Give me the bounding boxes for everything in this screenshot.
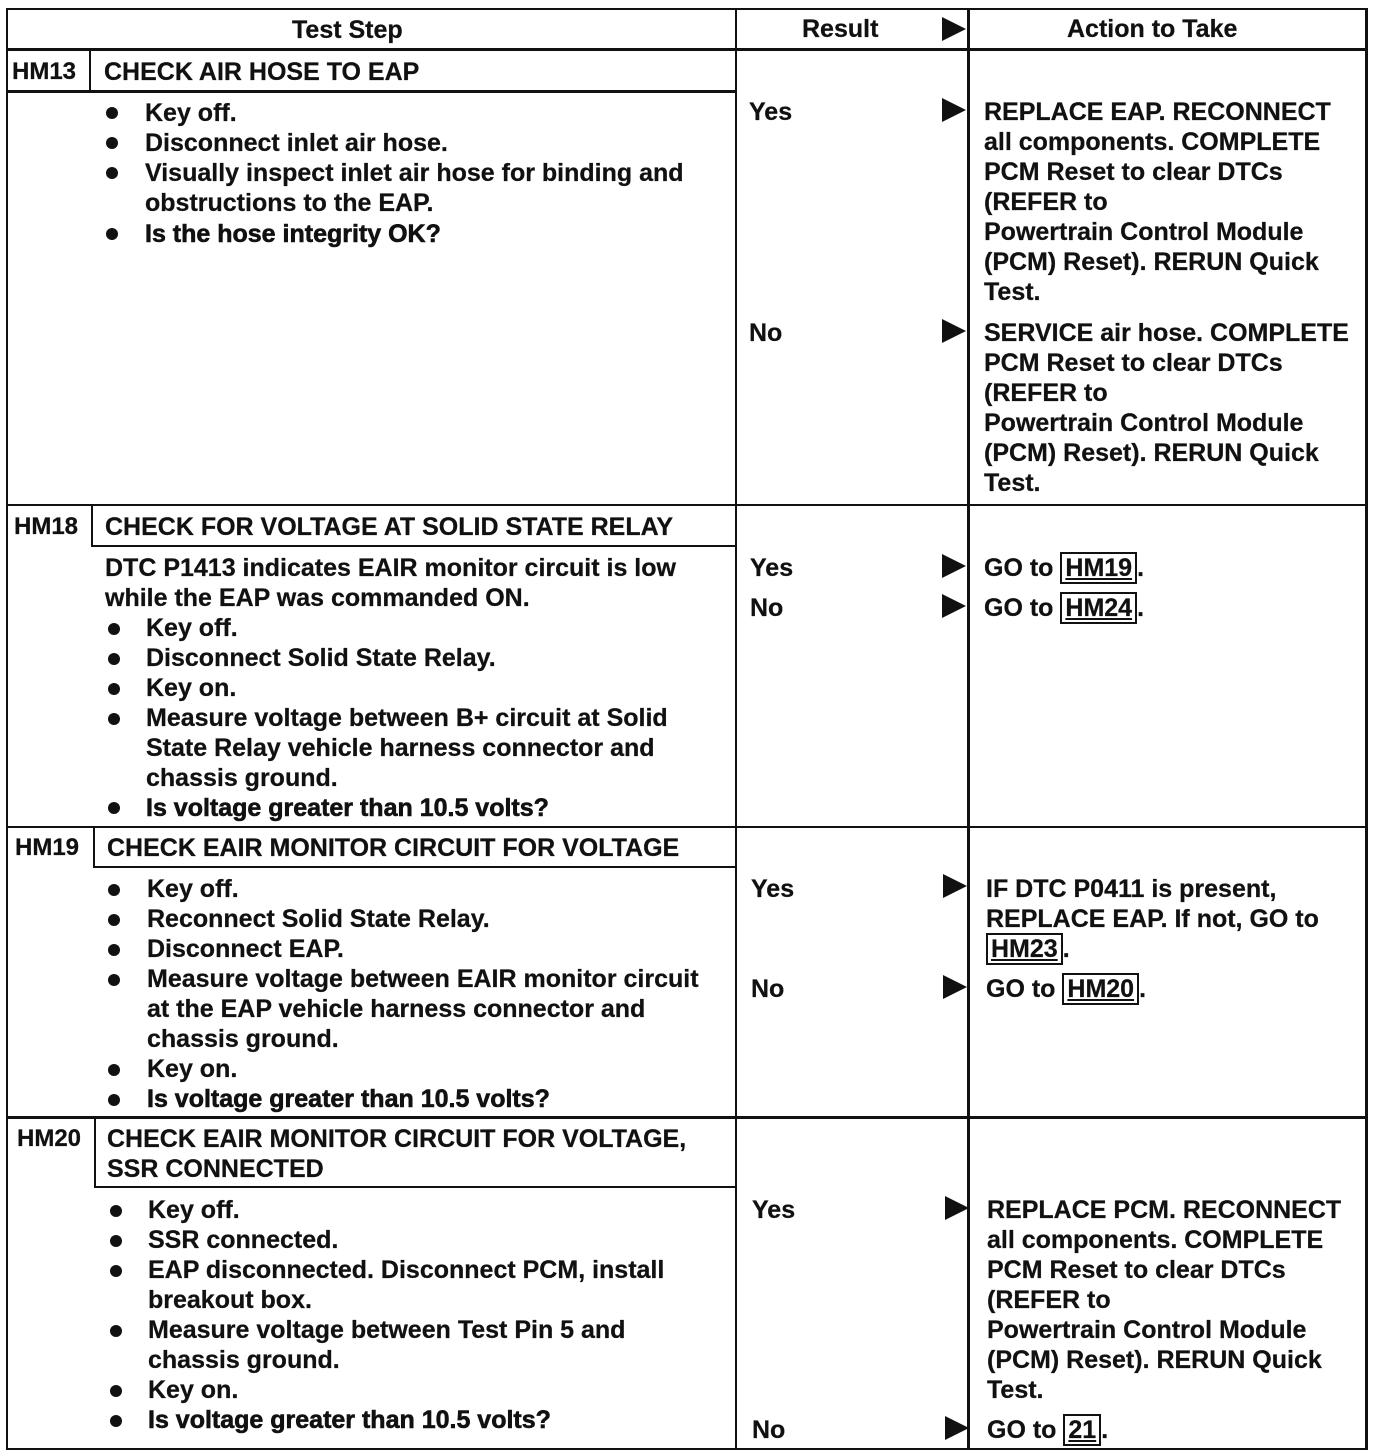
bullet-icon (108, 683, 120, 695)
step-bullet: Disconnect inlet air hose. (145, 129, 448, 157)
id-cell-divider (93, 828, 95, 867)
step-title-underline (93, 866, 735, 868)
bullet-icon (110, 1385, 122, 1397)
step-bullet: Visually inspect inlet air hose for binding and (145, 159, 684, 187)
arrow-icon (945, 1416, 969, 1440)
step-bullet-continuation: chassis ground. (147, 1025, 339, 1053)
table-top-border (6, 8, 1368, 10)
step-bullet: Disconnect EAP. (147, 935, 344, 963)
bullet-icon (110, 1205, 122, 1217)
step-bullet-continuation: breakout box. (148, 1286, 312, 1314)
action-suffix: . (1101, 1416, 1109, 1444)
step-bullet-continuation: obstructions to the EAP. (145, 189, 434, 217)
action-text: GO to (984, 594, 1054, 622)
step-bullet: Key off. (146, 614, 238, 642)
step-title: CHECK EAIR MONITOR CIRCUIT FOR VOLTAGE (107, 834, 680, 862)
step-bullet: Reconnect Solid State Relay. (147, 905, 490, 933)
result-yes: Yes (750, 554, 794, 582)
arrow-icon (945, 1196, 969, 1220)
result-no: No (749, 319, 783, 347)
action-line: PCM Reset to clear DTCs (984, 349, 1283, 377)
step-reference-link[interactable]: HM23 (986, 933, 1063, 965)
step-bullet: SSR connected. (148, 1226, 339, 1254)
table-right-border (1365, 8, 1368, 1450)
step-title: CHECK EAIR MONITOR CIRCUIT FOR VOLTAGE, (107, 1125, 687, 1153)
id-cell-divider (89, 51, 91, 91)
step-bullet: Measure voltage between Test Pin 5 and (148, 1316, 626, 1344)
bullet-icon (108, 623, 120, 635)
step-title-continuation: SSR CONNECTED (107, 1155, 324, 1183)
step-title-underline (91, 545, 735, 547)
result-yes: Yes (751, 875, 795, 903)
action-line: REPLACE PCM. RECONNECT (987, 1196, 1342, 1224)
action-line: REPLACE EAP. RECONNECT (984, 98, 1331, 126)
step-reference-link[interactable]: HM24 (1060, 592, 1137, 624)
bullet-icon (108, 653, 120, 665)
action-line (987, 1415, 1108, 1445)
action-line: Powertrain Control Module (987, 1316, 1307, 1344)
action-text: GO to (986, 975, 1056, 1003)
result-yes: Yes (749, 98, 793, 126)
bullet-icon (108, 974, 120, 986)
step-title: CHECK FOR VOLTAGE AT SOLID STATE RELAY (105, 513, 674, 541)
step-question: Is voltage greater than 10.5 volts? (148, 1406, 551, 1434)
action-line: PCM Reset to clear DTCs (984, 158, 1283, 186)
bullet-icon (108, 713, 120, 725)
step-title: CHECK AIR HOSE TO EAP (104, 58, 420, 86)
step-bullet: Key on. (147, 1055, 238, 1083)
row-separator (6, 826, 1368, 828)
bullet-icon (108, 914, 120, 926)
step-bullet: Disconnect Solid State Relay. (146, 644, 496, 672)
id-cell-divider (94, 1119, 96, 1187)
header-result: Result (802, 15, 879, 43)
step-question: Is voltage greater than 10.5 volts? (146, 794, 549, 822)
action-line: (REFER to (984, 188, 1108, 216)
result-no: No (750, 594, 784, 622)
arrow-icon (942, 554, 966, 578)
action-line: Powertrain Control Module (984, 409, 1304, 437)
action-line: (REFER to (987, 1286, 1111, 1314)
bullet-icon (110, 1415, 122, 1427)
step-bullet: Key on. (146, 674, 237, 702)
step-bullet: Key on. (148, 1376, 239, 1404)
step-bullet: EAP disconnected. Disconnect PCM, install (148, 1256, 665, 1284)
step-id: HM19 (15, 834, 80, 861)
action-line: SERVICE air hose. COMPLETE (984, 319, 1349, 347)
arrow-icon (943, 975, 967, 999)
result-no: No (752, 1416, 786, 1444)
step-id: HM13 (12, 58, 77, 85)
step-reference-link[interactable]: HM19 (1060, 552, 1137, 584)
step-reference-link[interactable]: HM20 (1062, 973, 1139, 1005)
action-line: (PCM) Reset). RERUN Quick (984, 439, 1319, 467)
arrow-icon (942, 98, 966, 122)
bullet-icon (106, 107, 118, 119)
step-id: HM20 (17, 1125, 82, 1152)
step-bullet-continuation: chassis ground. (146, 764, 338, 792)
bullet-icon (108, 884, 120, 896)
result-no: No (751, 975, 785, 1003)
step-bullet: Key off. (148, 1196, 240, 1224)
bullet-icon (108, 1094, 120, 1106)
arrow-icon (942, 319, 966, 343)
action-line: (REFER to (984, 379, 1108, 407)
result-column-divider (735, 8, 737, 1450)
row-separator (6, 504, 1368, 506)
action-line: PCM Reset to clear DTCs (987, 1256, 1286, 1284)
bullet-icon (106, 167, 118, 179)
action-suffix: . (1137, 554, 1145, 582)
step-bullet-continuation: State Relay vehicle harness connector and (146, 734, 655, 762)
action-line: (PCM) Reset). RERUN Quick (984, 248, 1319, 276)
action-line: Test. (987, 1376, 1044, 1404)
table-left-border (6, 8, 8, 1450)
header-arrow-icon (942, 17, 966, 41)
bullet-icon (110, 1235, 122, 1247)
bullet-icon (110, 1265, 122, 1277)
step-bullet-continuation: at the EAP vehicle harness connector and (147, 995, 646, 1023)
action-line: all components. COMPLETE (987, 1226, 1324, 1254)
table-bottom-border (6, 1448, 1368, 1450)
bullet-icon (108, 802, 120, 814)
step-bullet: Key off. (145, 99, 237, 127)
header-bottom-border (6, 48, 1368, 51)
id-cell-divider (91, 506, 93, 546)
step-id: HM18 (14, 513, 79, 540)
header-test-step: Test Step (292, 16, 403, 44)
action-line (984, 593, 1144, 623)
step-intro: DTC P1413 indicates EAIR monitor circuit is low (105, 554, 676, 582)
action-line: (PCM) Reset). RERUN Quick (987, 1346, 1322, 1374)
action-suffix: . (1062, 935, 1070, 963)
bullet-icon (108, 1064, 120, 1076)
action-line (986, 934, 1070, 964)
step-title-underline (6, 90, 735, 93)
step-bullet: Measure voltage between EAIR monitor circuit (147, 965, 699, 993)
action-line (984, 553, 1144, 583)
action-suffix: . (1139, 975, 1147, 1003)
bullet-icon (106, 228, 118, 240)
step-title-underline (94, 1186, 735, 1188)
step-question: Is the hose integrity OK? (145, 220, 441, 248)
row-separator (6, 1116, 1368, 1119)
action-line: Test. (984, 278, 1041, 306)
action-line: IF DTC P0411 is present, (986, 875, 1277, 903)
step-question: Is voltage greater than 10.5 volts? (147, 1085, 550, 1113)
step-intro: while the EAP was commanded ON. (105, 584, 530, 612)
action-suffix: . (1137, 594, 1145, 622)
bullet-icon (110, 1325, 122, 1337)
step-bullet: Measure voltage between B+ circuit at Solid (146, 704, 668, 732)
result-yes: Yes (752, 1196, 796, 1224)
action-line: Test. (984, 469, 1041, 497)
action-line: all components. COMPLETE (984, 128, 1321, 156)
step-reference-link[interactable]: 21 (1063, 1414, 1101, 1446)
action-line: Powertrain Control Module (984, 218, 1304, 246)
bullet-icon (106, 137, 118, 149)
action-column-divider (967, 8, 970, 1450)
action-line (986, 974, 1146, 1004)
arrow-icon (942, 594, 966, 618)
step-bullet: Key off. (147, 875, 239, 903)
arrow-icon (943, 874, 967, 898)
step-bullet-continuation: chassis ground. (148, 1346, 340, 1374)
action-text: GO to (984, 554, 1054, 582)
action-text: GO to (987, 1416, 1057, 1444)
bullet-icon (108, 944, 120, 956)
action-line: REPLACE EAP. If not, GO to (986, 905, 1319, 933)
header-action: Action to Take (1067, 15, 1238, 43)
